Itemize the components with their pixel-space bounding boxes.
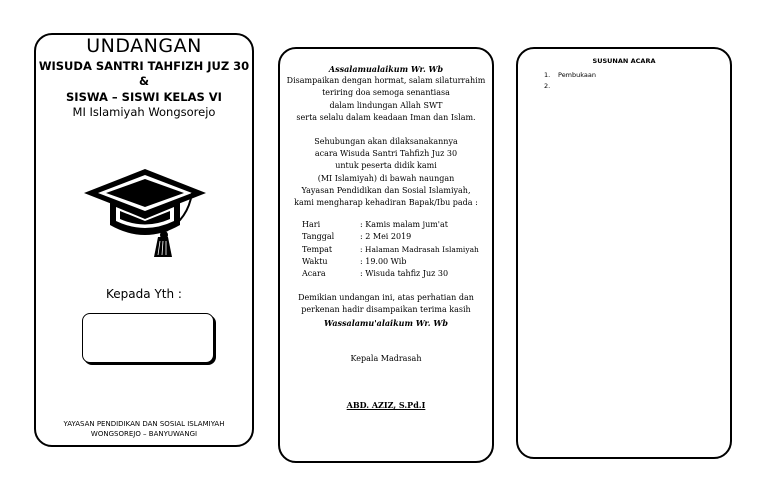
text-line: (MI Islamiyah) di bawah naungan xyxy=(317,173,455,183)
event-details xyxy=(280,219,492,280)
footer-line1: YAYASAN PENDIDIKAN DAN SOSIAL ISLAMIYAH xyxy=(63,420,225,428)
text-line: perkenan hadir disampaikan terima kasih xyxy=(301,305,471,315)
cover-event-line1: WISUDA SANTRI TAHFIZH JUZ 30 xyxy=(38,59,250,73)
text-line: teriring doa semoga senantiasa xyxy=(322,88,450,98)
detail-row xyxy=(280,268,492,280)
detail-key: Waktu xyxy=(302,256,328,266)
signatory-name: ABD. AZIZ, S.Pd.I xyxy=(346,400,426,411)
detail-row xyxy=(280,244,492,256)
detail-row xyxy=(280,219,492,231)
text-line: Sehubungan akan dilaksanakannya xyxy=(314,137,458,147)
detail-key: Acara xyxy=(302,269,326,279)
invitation-body xyxy=(280,63,492,411)
salam-closing: Wassalamu'alaikum Wr. Wb xyxy=(324,317,448,328)
detail-value: : Wisuda tahfiz Juz 30 xyxy=(360,269,449,279)
item-number: 2. xyxy=(544,82,551,90)
text-line: acara Wisuda Santri Tahfizh Juz 30 xyxy=(314,149,458,159)
cover-school: MI Islamiyah Wongsorejo xyxy=(72,105,216,119)
text-line: Yayasan Pendidikan dan Sosial Islamiyah, xyxy=(301,185,471,195)
detail-key: Hari xyxy=(302,220,321,230)
cover-footer xyxy=(40,419,248,439)
detail-key: Tempat xyxy=(302,244,333,254)
recipient-label: Kepada Yth : xyxy=(106,287,182,301)
detail-key: Tanggal xyxy=(302,232,335,242)
detail-row xyxy=(280,231,492,243)
item-label: Pembukaan xyxy=(558,71,597,79)
agenda-title: SUSUNAN ACARA xyxy=(592,57,656,65)
recipient-box xyxy=(82,313,214,363)
cover-panel xyxy=(34,33,254,447)
text-line: Demikian undangan ini, atas perhatian dan xyxy=(298,293,474,303)
graduation-cap-icon xyxy=(80,163,210,263)
text-line: kami mengharap kehadiran Bapak/Ibu pada : xyxy=(294,198,478,208)
detail-value: : 2 Mei 2019 xyxy=(360,232,412,242)
item-number: 1. xyxy=(544,71,551,79)
detail-row xyxy=(280,256,492,268)
detail-value: : Kamis malam jum'at xyxy=(360,220,448,230)
paragraph-2 xyxy=(280,136,492,209)
list-item xyxy=(544,81,596,92)
text-line: Disampaikan dengan hormat, salam silaturrahim xyxy=(286,76,486,86)
agenda-list xyxy=(544,70,596,92)
invitation-panel xyxy=(278,47,494,463)
text-line: dalam lindungan Allah SWT xyxy=(329,100,443,110)
paragraph-1 xyxy=(280,75,492,124)
salam-opening: Assalamualaikum Wr. Wb xyxy=(328,64,444,74)
signatory-role: Kepala Madrasah xyxy=(350,353,422,363)
text-line: serta selalu dalam keadaan Iman dan Islam. xyxy=(296,112,476,122)
footer-line2: WONGSOREJO – BANYUWANGI xyxy=(90,430,198,438)
cover-event-line2: SISWA – SISWI KELAS VI xyxy=(66,90,222,104)
cover-ampersand: & xyxy=(138,74,150,88)
detail-value: : 19.00 Wib xyxy=(360,256,407,266)
text-line: untuk peserta didik kami xyxy=(335,161,437,171)
cover-title: UNDANGAN xyxy=(86,35,202,57)
agenda-panel xyxy=(516,47,732,459)
detail-value: : Halaman Madrasah Islamiyah xyxy=(360,244,479,254)
paragraph-3 xyxy=(280,292,492,316)
list-item xyxy=(544,70,596,81)
